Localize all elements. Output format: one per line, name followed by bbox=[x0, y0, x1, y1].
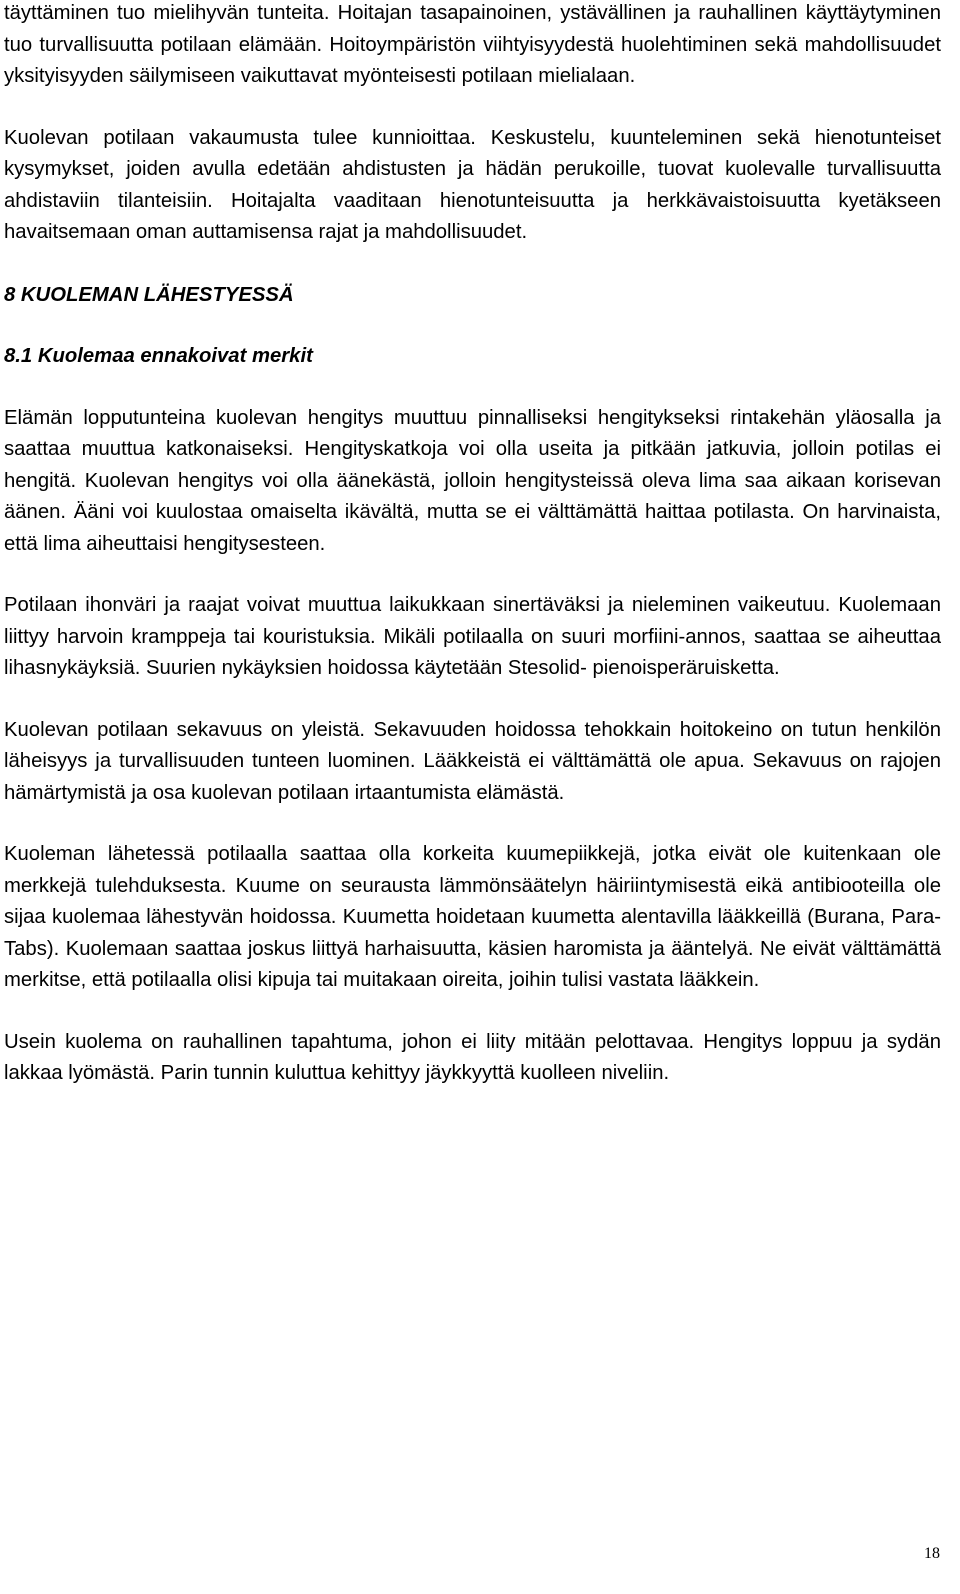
section-heading: 8.1 Kuolemaa ennakoivat merkit bbox=[4, 345, 313, 367]
paragraph-belief-respect: Kuolevan potilaan vakaumusta tulee kunnioittaa. Keskustelu, kuunteleminen sekä hienotunteiset kysymykset, joiden avulla edetään ahdistusten ja hädän perukoille, tuovat kuolevalle turvallisuutta ahdistaviin tilanteisiin. Hoitajalta vaaditaan hienotunteisuutta ja herkkävaistoisuutta kyetäkseen havaitsemaan oman auttamisensa rajat ja mahdollisuudet. bbox=[4, 126, 941, 243]
page-number: 18 bbox=[924, 1545, 940, 1562]
paragraph-peaceful-death: Usein kuolema on rauhallinen tapahtuma, johon ei liity mitään pelottavaa. Hengitys loppuu ja sydän lakkaa lyömästä. Parin tunnin kuluttua kehittyy jäykkyyttä kuolleen niveliin. bbox=[4, 1030, 941, 1084]
document-page bbox=[4, 0, 941, 1090]
chapter-heading: 8 KUOLEMAN LÄHESTYESSÄ bbox=[4, 283, 294, 306]
paragraph-confusion: Kuolevan potilaan sekavuus on yleistä. Sekavuuden hoidossa tehokkain hoitokeino on tutun henkilön läheisyys ja turvallisuuden tunteen luominen. Lääkkeistä ei välttämättä ole apua. Sekavuus on rajojen hämärtymistä ja osa kuolevan potilaan irtaantumista elämästä. bbox=[4, 718, 941, 804]
paragraph-skin-color: Potilaan ihonväri ja raajat voivat muuttua laikukkaan sinertäväksi ja nieleminen vaikeutuu. Kuolemaan liittyy harvoin kramppeja tai kouristuksia. Mikäli potilaalla on suuri morfiini-annos, saattaa se aiheuttaa lihasnykäyksiä. Suurien nykäyksien hoidossa käytetään Stesolid- pienoisperäruisketta. bbox=[4, 594, 941, 679]
paragraph-breathing: Elämän lopputunteina kuolevan hengitys muuttuu pinnalliseksi hengitykseksi rintakehän yläosalla ja saattaa muuttua katkonaiseksi. Hengityskatkoja voi olla useita ja pitkään jatkuvia, jolloin potilas ei hengitä. Kuolevan hengitys voi olla äänekästä, jolloin hengitysteissä oleva lima saa aikaan korisevan äänen. Ääni voi kuulostaa omaiselta ikävältä, mutta se ei välttämättä haittaa potilasta. On harvinaista, että lima aiheuttaisi hengitysesteen. bbox=[4, 406, 941, 555]
paragraph-fever: Kuoleman lähetessä potilaalla saattaa olla korkeita kuumepiikkejä, jotka eivät ole kuitenkaan ole merkkejä tulehduksesta. Kuume on seurausta lämmönsäätelyn häiriintymisestä eikä antibiooteilla ole sijaa kuolemaa lähestyvän hoidossa. Kuumetta hoidetaan kuumetta alentavilla lääkkeillä (Burana, Para-Tabs). Kuolemaan saattaa joskus liittyä harhaisuutta, käsien haromista ja ääntelyä. Ne eivät välttämättä merkitse, että potilaalla olisi kipuja tai muitakaan oireita, joihin tulisi vastata lääkkein. bbox=[4, 843, 941, 991]
paragraph-intro-continuation: täyttäminen tuo mielihyvän tunteita. Hoitajan tasapainoinen, ystävällinen ja rauhallinen käyttäytyminen tuo turvallisuutta potilaan elämään. Hoitoympäristön viihtyisyydestä huolehtiminen sekä mahdollisuudet yksityisyyden säilymiseen vaikuttavat myönteisesti potilaan mielialaan. bbox=[4, 2, 941, 87]
